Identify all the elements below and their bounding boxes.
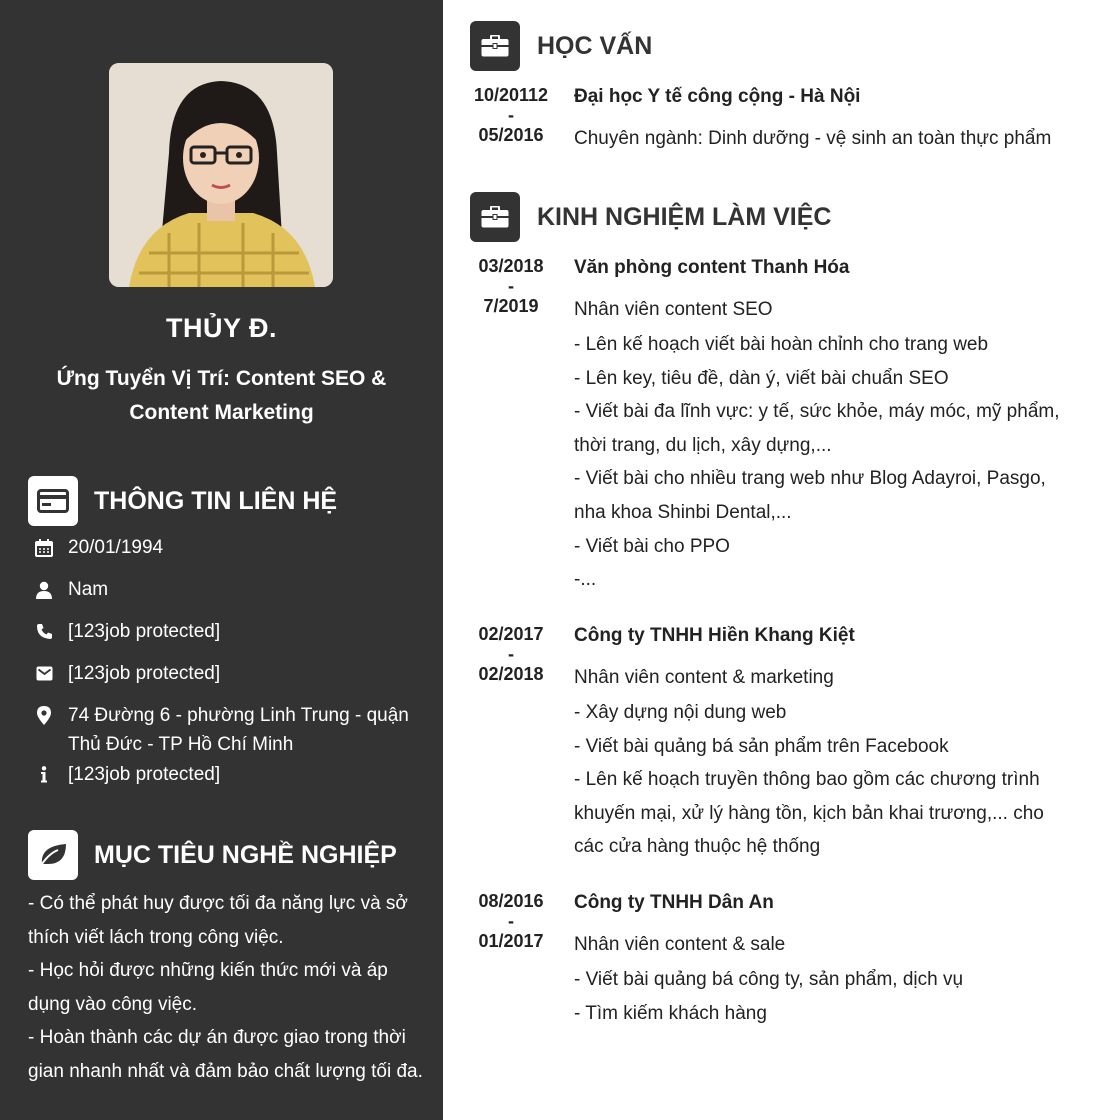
end-date: 02/2018 (478, 664, 544, 684)
description-line: -... (574, 569, 597, 591)
career-goal-line: - Có thể phát huy được tối đa năng lực và sở thích viết lách trong công việc. (28, 893, 408, 948)
job-description (574, 963, 1074, 1030)
end-date: 05/2016 (478, 125, 544, 145)
profile-photo (109, 63, 333, 287)
sidebar (0, 0, 443, 1120)
experience-details (574, 891, 1074, 1030)
applied-position: Ứng Tuyển Vị Trí: Content SEO & Content Marketing (56, 367, 387, 424)
career-goal-line: - Hoàn thành các dự án được giao trong thời gian nhanh nhất và đảm bảo chất lượng tối đa. (28, 1027, 423, 1082)
description-line: - Viết bài đa lĩnh vực: y tế, sức khỏe, máy móc, mỹ phẩm, thời trang, du lịch, xây dựng,... (574, 401, 1060, 456)
contact-phone (32, 617, 422, 646)
contact-gender (32, 575, 422, 604)
start-date: 03/2018 (478, 256, 544, 276)
education-dates (470, 85, 552, 145)
description-line: - Tìm kiếm khách hàng (574, 1002, 767, 1024)
birthday-value: 20/01/1994 (68, 537, 164, 558)
description-line: - Lên kế hoạch truyền thông bao gồm các chương trình khuyến mại, xử lý hàng tồn, kịch bản khai trương,... cho các cửa hàng thuộc hệ thống (574, 769, 1044, 858)
phone-icon (32, 617, 56, 646)
experience-dates (470, 624, 552, 684)
job-description (574, 696, 1074, 864)
experience-details (574, 256, 1074, 597)
description-line: - Viết bài cho PPO (574, 535, 730, 557)
description-line: - Viết bài quảng bá công ty, sản phẩm, dịch vụ (574, 969, 964, 990)
major: Chuyên ngành: Dinh dưỡng - vệ sinh an toàn thực phẩm (574, 128, 1052, 149)
career-goal-line: - Học hỏi được những kiến thức mới và áp dụng vào công việc. (28, 960, 388, 1015)
company-name: Công ty TNHH Hiền Khang Kiệt (574, 625, 855, 646)
contact-address (32, 701, 422, 759)
id-card-icon (28, 476, 78, 526)
contact-section-header (28, 476, 337, 526)
candidate-name: THỦY Đ. (165, 313, 277, 343)
contact-email (32, 659, 422, 688)
briefcase-icon (470, 192, 520, 242)
contact-section-title: THÔNG TIN LIÊN HỆ (94, 486, 338, 515)
email-value: [123job protected] (68, 663, 221, 684)
job-role: Nhân viên content SEO (574, 299, 773, 320)
start-date: 08/2016 (478, 891, 544, 911)
career-goal-text (28, 887, 423, 1089)
education-details (574, 85, 1074, 151)
briefcase-icon (470, 21, 520, 71)
contact-birthday (32, 533, 422, 562)
job-role: Nhân viên content & sale (574, 934, 786, 955)
start-date: 10/20112 (473, 85, 549, 105)
avatar (109, 63, 333, 287)
experience-details (574, 624, 1074, 864)
career-goal-section-title: MỤC TIÊU NGHỀ NGHIỆP (94, 840, 397, 869)
job-role: Nhân viên content & marketing (574, 667, 834, 688)
education-section-header (470, 21, 652, 71)
address-value: 74 Đường 6 - phường Linh Trung - quận Thủ Đức - TP Hồ Chí Minh (68, 705, 409, 755)
description-line: - Xây dựng nội dung web (574, 702, 787, 723)
end-date: 7/2019 (483, 296, 539, 316)
user-icon (32, 575, 56, 604)
experience-dates (470, 256, 552, 316)
date-separator: - (508, 276, 514, 296)
school-name: Đại học Y tế công cộng - Hà Nội (574, 86, 861, 107)
calendar-icon (32, 533, 56, 562)
info-value: [123job protected] (68, 764, 221, 785)
date-separator: - (508, 105, 514, 125)
experience-dates (470, 891, 552, 951)
leaf-icon (28, 830, 78, 880)
company-name: Công ty TNHH Dân An (574, 892, 774, 913)
experience-section-title: KINH NGHIỆM LÀM VIỆC (537, 202, 832, 231)
gender-value: Nam (68, 579, 109, 600)
start-date: 02/2017 (478, 624, 544, 644)
info-icon (32, 760, 56, 789)
description-line: - Lên kế hoạch viết bài hoàn chỉnh cho trang web (574, 334, 989, 355)
description-line: - Viết bài quảng bá sản phẩm trên Facebook (574, 735, 949, 757)
envelope-icon (32, 659, 56, 688)
description-line: - Lên key, tiêu đề, dàn ý, viết bài chuẩn SEO (574, 367, 949, 389)
job-description (574, 328, 1074, 597)
description-line: - Viết bài cho nhiều trang web như Blog Adayroi, Pasgo, nha khoa Shinbi Dental,... (574, 468, 1046, 523)
career-goal-section-header (28, 830, 397, 880)
education-section-title: HỌC VẤN (537, 31, 653, 60)
contact-info (32, 760, 422, 789)
phone-value: [123job protected] (68, 621, 221, 642)
date-separator: - (508, 911, 514, 931)
date-separator: - (508, 644, 514, 664)
map-marker-icon (32, 701, 56, 730)
company-name: Văn phòng content Thanh Hóa (574, 257, 850, 278)
experience-section-header (470, 192, 831, 242)
end-date: 01/2017 (478, 931, 544, 951)
